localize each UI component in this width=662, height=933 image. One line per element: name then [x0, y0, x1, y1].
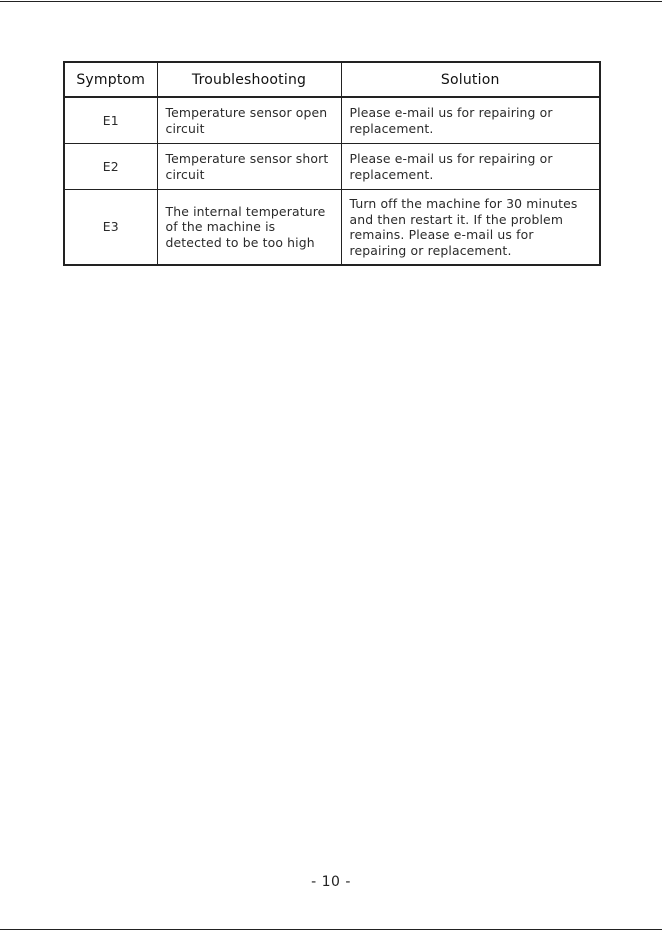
solution-cell: Please e-mail us for repairing or replacement.	[341, 97, 600, 144]
solution-cell: Turn off the machine for 30 minutes and then restart it. If the problem remains. Please e-mail us for repairing or replacement.	[341, 190, 600, 266]
header-symptom: Symptom	[64, 62, 157, 97]
header-solution: Solution	[341, 62, 600, 97]
table-header-row	[64, 62, 600, 97]
troubleshooting-table	[63, 61, 601, 266]
table-row	[64, 144, 600, 190]
troubleshooting-cell: Temperature sensor open circuit	[157, 97, 341, 144]
symptom-cell: E1	[64, 97, 157, 144]
symptom-cell: E2	[64, 144, 157, 190]
top-rule	[0, 1, 662, 2]
bottom-rule	[0, 929, 662, 930]
symptom-cell: E3	[64, 190, 157, 266]
troubleshooting-cell: Temperature sensor short circuit	[157, 144, 341, 190]
table-row	[64, 97, 600, 144]
solution-cell: Please e-mail us for repairing or replacement.	[341, 144, 600, 190]
page-number: - 10 -	[311, 874, 351, 890]
table-row	[64, 190, 600, 266]
troubleshooting-cell: The internal temperature of the machine is detected to be too high	[157, 190, 341, 266]
header-troubleshooting: Troubleshooting	[157, 62, 341, 97]
